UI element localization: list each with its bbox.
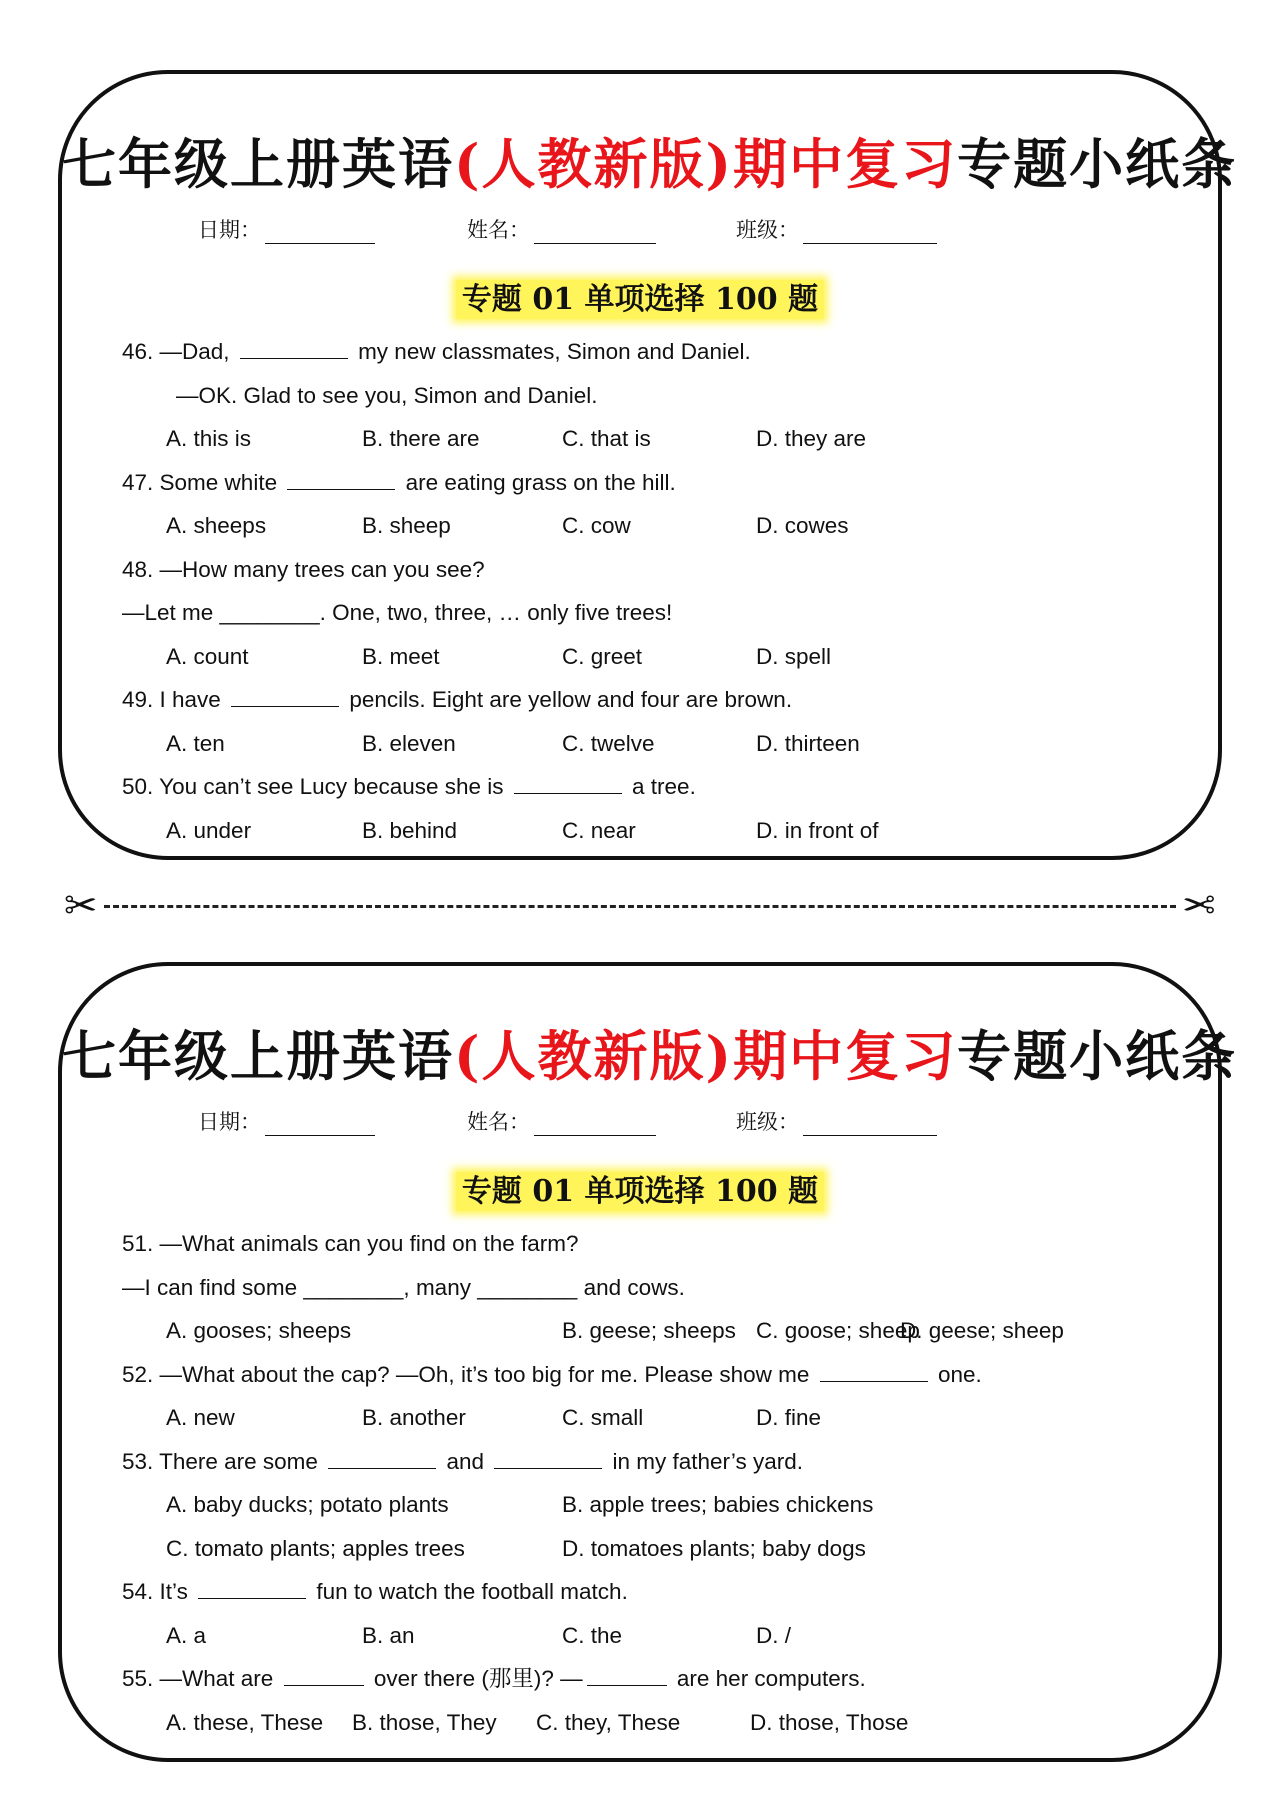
answer-blank[interactable] <box>231 684 339 707</box>
name-field <box>467 1106 656 1136</box>
question-line: —OK. Glad to see you, Simon and Daniel. <box>176 382 598 408</box>
date-label: 日期： <box>198 1110 261 1134</box>
answer-blank[interactable] <box>820 1359 928 1382</box>
options-row <box>122 722 1198 766</box>
option-d[interactable]: D. / <box>756 1622 792 1648</box>
date-label: 日期： <box>198 218 261 242</box>
dashed-divider <box>104 905 1176 908</box>
scissors-icon: ✂ <box>1182 884 1216 928</box>
question-list <box>122 330 1198 852</box>
option-a[interactable]: A. this is <box>166 426 252 451</box>
question-stem <box>122 330 1198 374</box>
options-row <box>122 1614 1198 1658</box>
stem-text: 47. Some white <box>122 469 284 495</box>
option-a[interactable]: A. sheeps <box>166 513 267 538</box>
section-heading-text: 专题 01 单项选择 100 题 <box>456 1172 824 1211</box>
answer-blank[interactable] <box>328 1446 436 1469</box>
name-field <box>467 214 656 244</box>
option-a[interactable]: A. gooses; sheeps <box>166 1318 352 1343</box>
question-stem <box>122 461 1198 505</box>
class-input-line[interactable] <box>803 1113 937 1136</box>
option-a[interactable]: A. a <box>166 1622 207 1648</box>
answer-blank[interactable] <box>198 1576 306 1599</box>
title-highlight: (人教新版)期中复习 <box>454 132 958 196</box>
options-row <box>122 1527 1198 1571</box>
option-d[interactable]: D. geese; sheep <box>900 1318 1064 1343</box>
answer-blank[interactable] <box>240 336 348 359</box>
option-c[interactable]: C. goose; sheep <box>756 1318 920 1343</box>
option-b[interactable]: B. an <box>362 1622 415 1648</box>
option-a[interactable]: A. these, These <box>166 1709 324 1735</box>
option-d[interactable]: D. in front of <box>756 817 879 843</box>
option-c[interactable]: C. twelve <box>562 730 655 756</box>
card-top <box>58 70 1238 860</box>
stem-text: are her computers. <box>670 1666 866 1691</box>
option-c[interactable]: C. near <box>562 817 636 843</box>
stem-text: and <box>440 1448 491 1474</box>
title-highlight: (人教新版)期中复习 <box>454 1024 958 1088</box>
question-line: —I can find some ________, many ________ and cows. <box>122 1274 685 1300</box>
stem-text: 52. —What about the cap? —Oh, it’s too big for me. Please show me <box>122 1361 816 1387</box>
options-row <box>122 504 1198 548</box>
answer-blank[interactable] <box>514 771 622 794</box>
option-a[interactable]: A. ten <box>166 730 225 756</box>
stem-text: fun to watch the football match. <box>310 1579 628 1604</box>
page-title <box>62 122 1238 199</box>
stem-text: 54. It’s <box>122 1579 195 1604</box>
options-row <box>122 417 1198 461</box>
question-stem <box>122 1222 1198 1266</box>
stem-text: are eating grass on the hill. <box>399 469 676 495</box>
stem-text: 55. —What are <box>122 1666 280 1691</box>
option-a[interactable]: A. count <box>166 643 249 669</box>
option-a[interactable]: A. new <box>166 1405 235 1430</box>
stem-text: 46. —Dad, <box>122 339 236 364</box>
question-line: —Let me ________. One, two, three, … only five trees! <box>122 600 673 625</box>
option-c[interactable]: C. they, These <box>536 1709 681 1735</box>
stem-text: 51. —What animals can you find on the farm? <box>122 1231 579 1256</box>
card-bottom <box>58 962 1238 1762</box>
date-input-line[interactable] <box>265 1113 375 1136</box>
options-row <box>122 1701 1198 1745</box>
option-d[interactable]: D. fine <box>756 1405 822 1430</box>
stem-text: 48. —How many trees can you see? <box>122 556 485 582</box>
question-stem <box>122 1440 1198 1484</box>
question-stem <box>122 1657 1198 1701</box>
answer-blank[interactable] <box>587 1663 667 1686</box>
stem-text: 49. I have <box>122 687 228 712</box>
option-d[interactable]: D. cowes <box>756 513 849 538</box>
section-heading-text: 专题 01 单项选择 100 题 <box>456 280 824 319</box>
date-field <box>198 214 375 244</box>
option-b[interactable]: B. meet <box>362 643 440 669</box>
options-row <box>122 1396 1198 1440</box>
option-c[interactable]: C. cow <box>562 513 631 538</box>
section-heading <box>62 1166 1218 1210</box>
answer-blank[interactable] <box>287 467 395 490</box>
name-input-line[interactable] <box>534 1113 656 1136</box>
cut-line <box>64 886 1216 926</box>
stem-text: over there (那里)? — <box>367 1666 583 1691</box>
scissors-icon: ✂ <box>64 884 98 928</box>
option-c[interactable]: C. small <box>562 1405 644 1430</box>
option-c[interactable]: C. the <box>562 1622 623 1648</box>
option-b[interactable]: B. behind <box>362 817 458 843</box>
question-stem <box>122 1353 1198 1397</box>
question-stem <box>122 765 1198 809</box>
name-label: 姓名： <box>467 218 530 242</box>
option-b[interactable]: B. apple trees; babies chickens <box>562 1492 874 1517</box>
title-text: 七年级上册英语 <box>62 1024 454 1088</box>
class-field <box>736 214 937 244</box>
option-d[interactable]: D. tomatoes plants; baby dogs <box>562 1535 866 1561</box>
option-d[interactable]: D. those, Those <box>750 1709 909 1735</box>
stem-text: 50. You can’t see Lucy because she is <box>122 774 510 799</box>
option-b[interactable]: B. those, They <box>352 1709 497 1735</box>
name-label: 姓名： <box>467 1110 530 1134</box>
stem-text: in my father’s yard. <box>606 1448 803 1474</box>
class-field <box>736 1106 937 1136</box>
class-label: 班级： <box>736 1110 799 1134</box>
stem-text: one. <box>931 1361 982 1387</box>
stem-text: a tree. <box>625 774 696 799</box>
title-text: 专题小纸条 <box>957 132 1238 196</box>
options-row <box>122 1309 1198 1353</box>
option-d[interactable]: D. they are <box>756 426 867 451</box>
option-a[interactable]: A. baby ducks; potato plants <box>166 1492 449 1517</box>
question-stem <box>122 548 1198 592</box>
question-stem <box>122 1570 1198 1614</box>
option-d[interactable]: D. thirteen <box>756 730 860 756</box>
stem-text: pencils. Eight are yellow and four are brown. <box>343 687 793 712</box>
class-input-line[interactable] <box>803 221 937 244</box>
question-list <box>122 1222 1198 1744</box>
options-row <box>122 809 1198 853</box>
option-b[interactable]: B. there are <box>362 426 480 451</box>
date-input-line[interactable] <box>265 221 375 244</box>
option-c[interactable]: C. tomato plants; apples trees <box>166 1535 465 1561</box>
stem-text: 53. There are some <box>122 1448 325 1474</box>
page-title <box>62 1014 1238 1091</box>
option-a[interactable]: A. under <box>166 817 252 843</box>
options-row <box>122 1483 1198 1527</box>
stem-text: my new classmates, Simon and Daniel. <box>351 339 751 364</box>
section-heading <box>62 274 1218 318</box>
title-text: 七年级上册英语 <box>62 132 454 196</box>
title-text: 专题小纸条 <box>957 1024 1238 1088</box>
option-b[interactable]: B. eleven <box>362 730 456 756</box>
question-stem <box>122 678 1198 722</box>
class-label: 班级： <box>736 218 799 242</box>
date-field <box>198 1106 375 1136</box>
option-b[interactable]: B. sheep <box>362 513 451 538</box>
name-input-line[interactable] <box>534 221 656 244</box>
option-c[interactable]: C. that is <box>562 426 651 451</box>
answer-blank[interactable] <box>494 1446 602 1469</box>
option-b[interactable]: B. another <box>362 1405 466 1430</box>
option-d[interactable]: D. spell <box>756 643 832 669</box>
answer-blank[interactable] <box>284 1663 364 1686</box>
option-b[interactable]: B. geese; sheeps <box>562 1318 736 1343</box>
option-c[interactable]: C. greet <box>562 643 643 669</box>
options-row <box>122 635 1198 679</box>
